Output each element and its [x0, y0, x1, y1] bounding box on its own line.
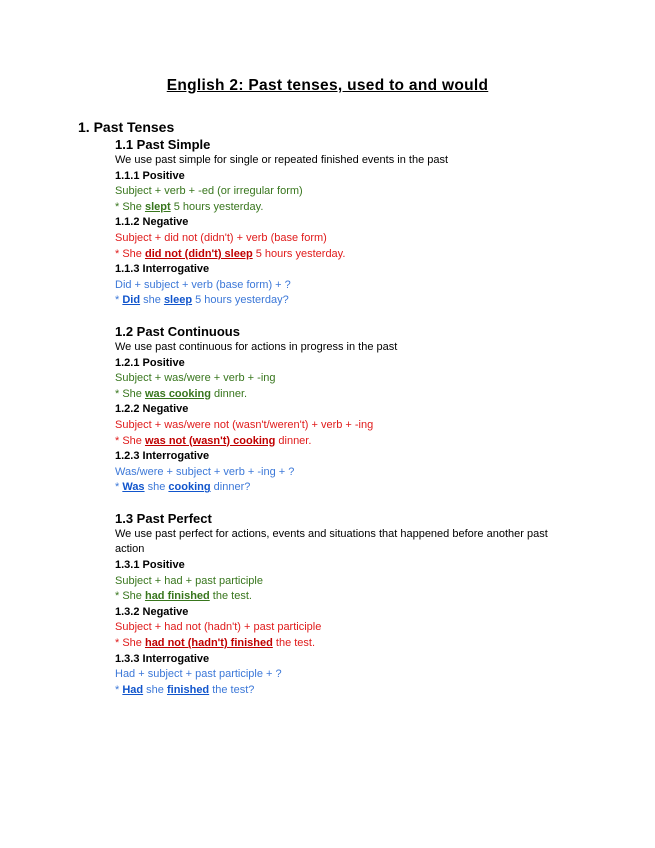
example-highlight: was not (wasn't) cooking [144, 434, 276, 447]
example-highlight: had not (hadn't) finished [144, 637, 273, 650]
example-text: * [115, 683, 123, 696]
section-heading: 1. Past Tenses [78, 119, 175, 135]
example-text: 5 hours yesterday. [170, 200, 264, 213]
subsection-description: We use past continuous for actions in progress in the past [115, 340, 398, 353]
form-heading: 1.2.3 Interrogative [115, 450, 210, 463]
example-text: dinner. [211, 387, 248, 400]
form-heading: 1.3.2 Negative [115, 605, 189, 618]
example-text: she [144, 481, 169, 494]
subsection-heading: 1.2 Past Continuous [115, 323, 240, 339]
example-text: 5 hours yesterday? [192, 294, 289, 307]
tense-section [115, 324, 575, 496]
form-heading: 1.1.3 Interrogative [115, 263, 210, 276]
subsection-description: We use past perfect for actions, events and situations that happened before another past action [115, 527, 548, 556]
form-heading: 1.3.3 Interrogative [115, 652, 210, 665]
example-text: dinner. [275, 434, 312, 447]
form-formula: Subject + was/were + verb + -ing [115, 372, 276, 385]
example-text: * She [115, 247, 145, 260]
form-heading: 1.1.1 Positive [115, 169, 185, 182]
example-highlight: Did [122, 294, 141, 307]
example-text: she [143, 683, 167, 696]
form-example [115, 434, 575, 450]
form-example [115, 293, 575, 309]
example-text: dinner? [210, 481, 251, 494]
example-text: * [115, 294, 123, 307]
form-heading: 1.2.2 Negative [115, 403, 189, 416]
example-text: * She [115, 637, 145, 650]
form-formula: Subject + verb + -ed (or irregular form) [115, 185, 303, 198]
form-example [115, 200, 575, 216]
form-formula: Subject + did not (didn't) + verb (base form) [115, 231, 327, 244]
subsection-heading: 1.3 Past Perfect [115, 510, 212, 526]
form-example [115, 636, 575, 652]
example-text: 5 hours yesterday. [252, 247, 346, 260]
form-formula: Was/were + subject + verb + -ing + ? [115, 465, 295, 478]
example-text: she [140, 294, 164, 307]
form-formula: Had + subject + past participle + ? [115, 668, 282, 681]
example-highlight: was cooking [144, 387, 211, 400]
example-highlight: sleep [163, 294, 193, 307]
form-formula: Subject + had + past participle [115, 574, 263, 587]
example-highlight: Was [122, 481, 145, 494]
example-highlight: cooking [168, 481, 211, 494]
form-formula: Subject + had not (hadn't) + past participle [115, 621, 322, 634]
example-text: the test. [209, 590, 252, 603]
form-heading: 1.1.2 Negative [115, 216, 189, 229]
tense-section [115, 511, 575, 699]
form-formula: Did + subject + verb (base form) + ? [115, 278, 291, 291]
subsection-description: We use past simple for single or repeated finished events in the past [115, 154, 449, 166]
example-text: * She [115, 200, 145, 213]
form-example [115, 247, 575, 263]
example-text: the test. [272, 637, 316, 650]
form-formula: Subject + was/were not (wasn't/weren't) + verb + -ing [115, 418, 374, 431]
form-example [115, 387, 575, 403]
example-text: * She [115, 387, 145, 400]
example-text: the test? [209, 683, 255, 696]
form-heading: 1.2.1 Positive [115, 356, 185, 369]
form-heading: 1.3.1 Positive [115, 559, 185, 572]
form-example [115, 589, 575, 605]
example-highlight: Had [122, 683, 144, 696]
example-highlight: did not (didn't) sleep [144, 247, 253, 260]
example-text: * She [115, 434, 145, 447]
example-text: * She [115, 590, 145, 603]
example-text: * [115, 481, 123, 494]
document-title: English 2: Past tenses, used to and would [166, 77, 489, 94]
example-highlight: had finished [144, 590, 210, 603]
form-example [115, 683, 575, 699]
example-highlight: slept [144, 200, 171, 213]
tense-section [115, 137, 575, 309]
subsection-heading: 1.1 Past Simple [115, 137, 211, 152]
example-highlight: finished [166, 683, 210, 696]
form-example [115, 480, 575, 496]
document-body [115, 137, 575, 713]
